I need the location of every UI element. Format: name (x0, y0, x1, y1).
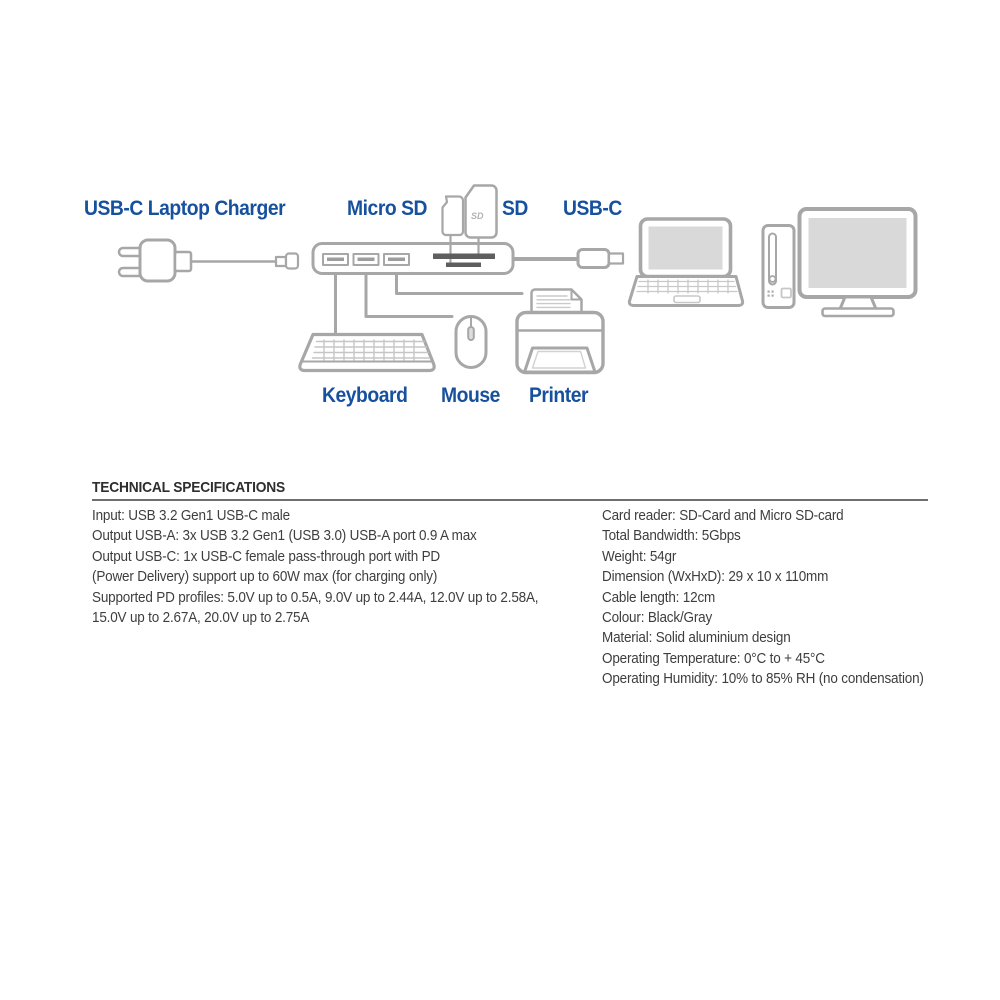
label-usb-c-laptop-charger: USB-C Laptop Charger (84, 197, 286, 220)
label-printer: Printer (529, 384, 589, 407)
spec-line: Supported PD profiles: 5.0V up to 0.5A, 9.0V up to 2.44A, 12.0V up to 2.58A, (92, 588, 539, 606)
laptop-screen (649, 227, 723, 270)
scroll-wheel (468, 327, 474, 340)
label-sd: SD (502, 197, 528, 220)
wall-charger-icon (119, 240, 298, 281)
label-keyboard: Keyboard (322, 384, 408, 407)
divider-line (92, 499, 928, 501)
monitor-icon (800, 209, 916, 316)
spec-line: Operating Humidity: 10% to 85% RH (no condensation) (602, 670, 924, 688)
specs-right-column (602, 506, 924, 690)
connection-diagram (0, 0, 1000, 460)
printer-icon (517, 290, 603, 373)
spec-line: Operating Temperature: 0°C to + 45°C (602, 649, 825, 667)
technical-specifications-section (92, 480, 928, 695)
label-mouse: Mouse (441, 384, 500, 407)
spec-line: 15.0V up to 2.67A, 20.0V up to 2.75A (92, 609, 310, 627)
specs-left-column (92, 506, 538, 628)
spec-line: Colour: Black/Gray (602, 609, 713, 627)
mouse-icon (456, 317, 486, 368)
spec-line: Output USB-C: 1x USB-C female pass-through port with PD (92, 547, 440, 565)
specs-title: TECHNICAL SPECIFICATIONS (92, 480, 286, 496)
spec-line: Dimension (WxHxD): 29 x 10 x 110mm (602, 568, 829, 586)
laptop-icon (629, 219, 742, 306)
spec-line: Input: USB 3.2 Gen1 USB-C male (92, 507, 290, 524)
micro-sd-card-icon (443, 197, 464, 236)
monitor-screen (809, 218, 907, 288)
spec-line: Output USB-A: 3x USB 3.2 Gen1 (USB 3.0) USB-A port 0.9 A max (92, 527, 477, 545)
sd-card-icon (466, 186, 497, 238)
usb-hub-icon (313, 236, 623, 274)
spec-line: Card reader: SD-Card and Micro SD-card (602, 507, 844, 524)
desktop-tower-icon (763, 226, 794, 308)
spec-line: Weight: 54gr (602, 547, 677, 565)
keyboard-icon (300, 335, 434, 371)
spec-line: (Power Delivery) support up to 60W max (for charging only) (92, 568, 438, 586)
hub-to-peripheral-lines (336, 273, 523, 336)
spec-line: Total Bandwidth: 5Gbps (602, 527, 741, 545)
label-micro-sd: Micro SD (347, 197, 428, 220)
usb-c-plug (578, 250, 609, 268)
spec-line: Cable length: 12cm (602, 588, 716, 606)
spec-line: Material: Solid aluminium design (602, 629, 791, 647)
sd-card-logo: SD (471, 211, 484, 221)
label-usb-c: USB-C (563, 197, 622, 220)
